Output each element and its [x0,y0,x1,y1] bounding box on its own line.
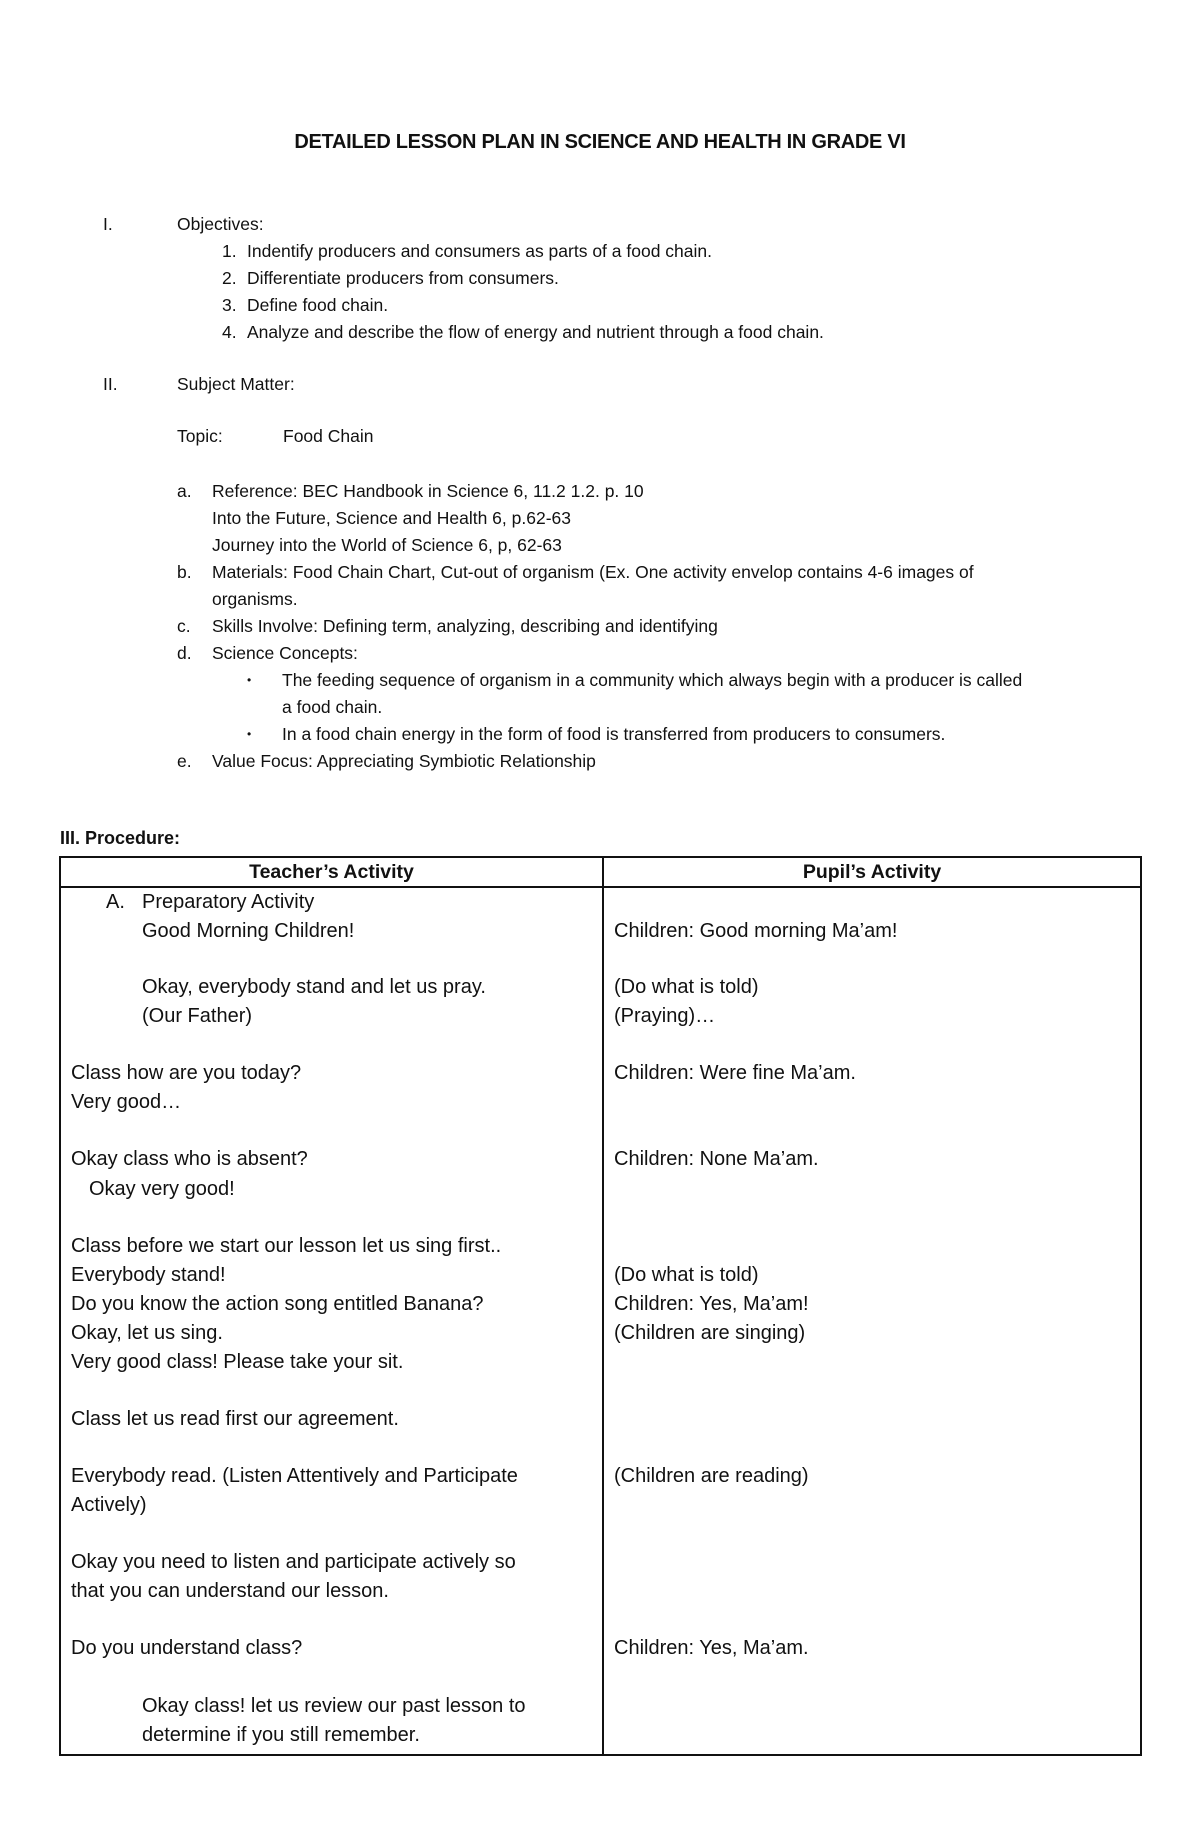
topic-label: Topic: [177,426,223,446]
topic-line [177,426,373,447]
teacher-line: Okay class who is absent? [71,1148,308,1170]
teacher-line: determine if you still remember. [142,1724,420,1746]
topic-value: Food Chain [283,426,374,446]
procedure-table [59,856,1142,1756]
objective-item: 1. Indentify producers and consumers as parts of a food chain. [222,241,712,261]
teacher-line: Okay you need to listen and participate actively so [71,1551,516,1573]
pupil-line: Children: Were fine Ma’am. [614,1062,856,1084]
teacher-line: Actively) [71,1494,147,1516]
pupil-activity-cell [603,887,1141,1755]
reference-item: a. Reference: BEC Handbook in Science 6, 11.2 1.2. p. 10 Into the Future, Science and Health 6, p.62-63 Journey into the World of Science 6, p, 62-63 [177,481,644,555]
teacher-line: Very good… [71,1091,182,1113]
pupil-line: (Do what is told) [614,976,759,998]
bullet-icon: • [247,727,252,741]
concept-bullet: • The feeding sequence of organism in a community which always begin with a producer is called a food chain. [177,667,1137,721]
science-concepts-item: d. Science Concepts: [177,643,358,663]
materials-item: b. Materials: Food Chain Chart, Cut-out of organism (Ex. One activity envelop contains 4-6 images of organisms. [177,562,974,609]
teacher-activity-cell [60,887,603,1755]
teacher-line: Everybody read. (Listen Attentively and Participate [71,1465,518,1487]
pupil-line: (Children are reading) [614,1465,809,1487]
value-focus-item: e. Value Focus: Appreciating Symbiotic Relationship [177,751,596,771]
pupil-line: Children: Yes, Ma’am. [614,1637,809,1659]
objective-item: 4. Analyze and describe the flow of energy and nutrient through a food chain. [222,322,824,342]
teacher-line: Okay, let us sing. [71,1322,223,1344]
page-title: DETAILED LESSON PLAN IN SCIENCE AND HEALTH IN GRADE VI [294,131,906,153]
pupil-activity-header: Pupil’s Activity [603,857,1141,887]
pupil-line: Children: None Ma’am. [614,1148,819,1170]
objectives-list [222,238,824,346]
section-1-numeral: I. [103,214,113,234]
teacher-line: Okay, everybody stand and let us pray. [142,976,486,998]
teacher-line: Do you know the action song entitled Banana? [71,1293,484,1315]
pupil-line: (Praying)… [614,1005,716,1027]
teacher-line: Very good class! Please take your sit. [71,1351,404,1373]
skills-item: c. Skills Involve: Defining term, analyzing, describing and identifying [177,616,718,636]
subject-matter-list [177,478,1137,775]
pupil-line: (Do what is told) [614,1264,759,1286]
teacher-line: Class how are you today? [71,1062,302,1084]
bullet-icon: • [247,673,252,687]
subject-matter-heading: Subject Matter: [177,374,295,394]
list-marker: A. [106,891,125,913]
teacher-line: (Our Father) [142,1005,253,1027]
teacher-line: Class before we start our lesson let us sing first.. [71,1235,502,1257]
teacher-activity-header: Teacher’s Activity [60,857,603,887]
teacher-line: Class let us read first our agreement. [71,1408,399,1430]
objectives-heading: Objectives: [177,214,264,234]
concept-bullet: • In a food chain energy in the form of food is transferred from producers to consumers. [177,721,1137,748]
pupil-line: Children: Yes, Ma’am! [614,1293,809,1315]
teacher-line: Do you understand class? [71,1637,303,1659]
pupil-line: Children: Good morning Ma’am! [614,920,898,942]
teacher-line: that you can understand our lesson. [71,1580,389,1602]
procedure-heading: III. Procedure: [60,828,181,848]
teacher-line: Okay very good! [89,1178,235,1200]
objective-item: 2. Differentiate producers from consumers. [222,268,559,288]
objective-item: 3. Define food chain. [222,295,389,315]
pupil-line: (Children are singing) [614,1322,806,1344]
teacher-line: Okay class! let us review our past lesson to [142,1695,526,1717]
section-2-numeral: II. [103,374,118,394]
teacher-line: Good Morning Children! [142,920,355,942]
teacher-line: Preparatory Activity [142,891,315,913]
teacher-line: Everybody stand! [71,1264,226,1286]
